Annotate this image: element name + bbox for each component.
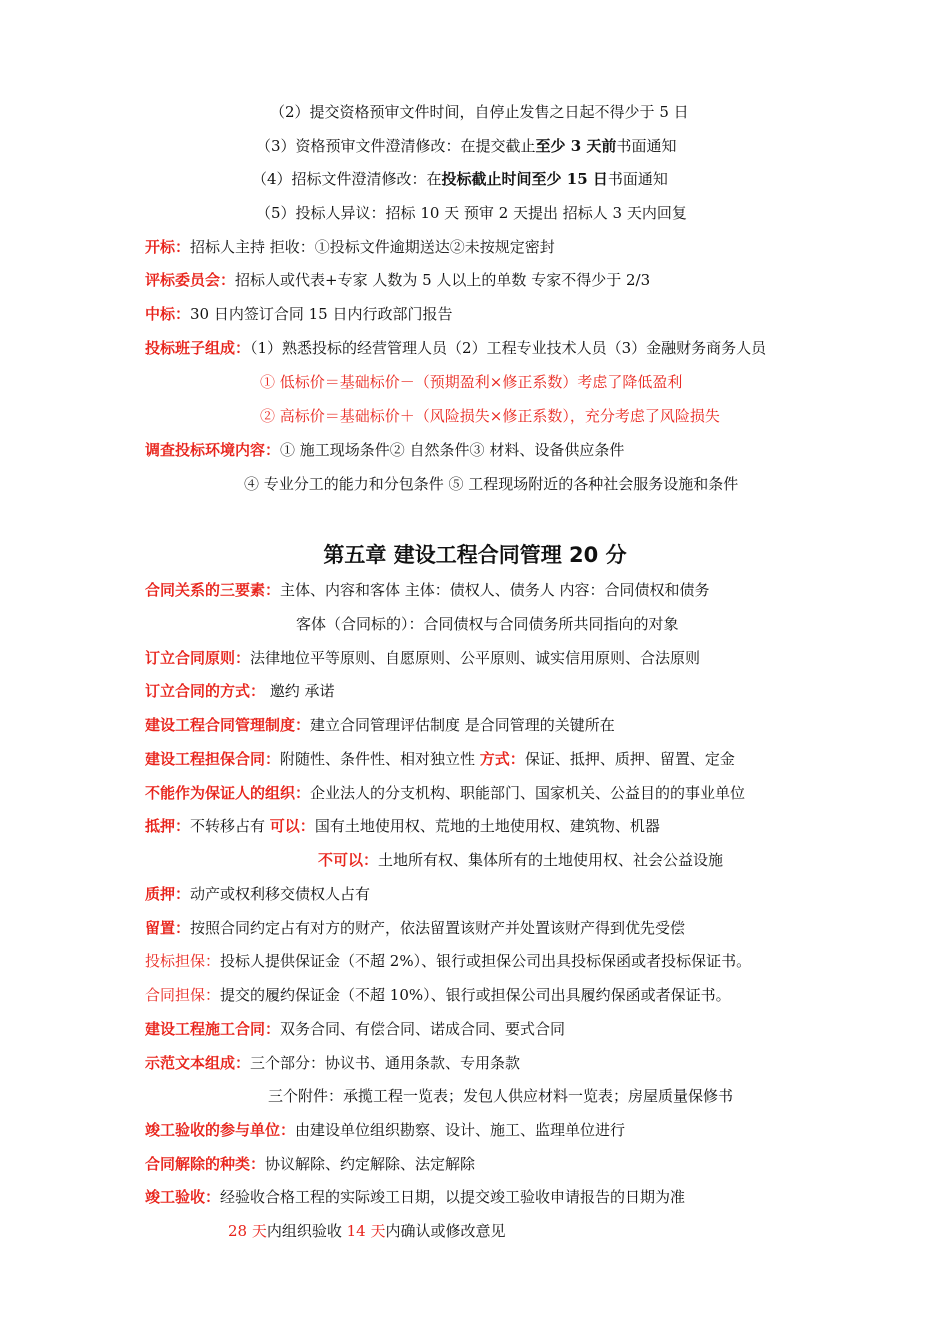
item-text: ① 施工现场条件② 自然条件③ 材料、设备供应条件 bbox=[280, 441, 625, 459]
text-line bbox=[268, 1086, 733, 1106]
item-text: 投标人提供保证金（不超 2%）、银行或担保公司出具投标保函或者投标保证书。 bbox=[220, 952, 752, 970]
item-text: 邀约 承诺 bbox=[265, 682, 335, 700]
text-line bbox=[145, 951, 751, 971]
formula-text: ① 低标价＝基础标价－（预期盈利×修正系数）考虑了降低盈利 bbox=[260, 373, 683, 391]
text-line bbox=[260, 406, 720, 426]
text-line bbox=[228, 1221, 506, 1241]
line-text: 书面通知 bbox=[607, 170, 668, 188]
item-label: 建设工程担保合同： bbox=[145, 750, 281, 768]
item-text: ④ 专业分工的能力和分包条件 ⑤ 工程现场附近的各种社会服务设施和条件 bbox=[244, 475, 739, 493]
text-line bbox=[145, 1154, 475, 1174]
item-text: 附随性、条件性、相对独立性 bbox=[280, 750, 480, 768]
item-text: 动产或权利移交债权人占有 bbox=[190, 885, 371, 903]
item-text: 招标人主持 拒收：①投标文件逾期送达②未按规定密封 bbox=[190, 238, 555, 256]
item-text: 客体（合同标的）：合同债权与合同债务所共同指向的对象 bbox=[296, 615, 679, 633]
item-label: 投标担保： bbox=[145, 952, 221, 970]
item-text: 30 日内签订合同 15 日内行政部门报告 bbox=[190, 305, 453, 323]
item-label: 开标： bbox=[145, 238, 191, 256]
text-line bbox=[145, 270, 650, 290]
text-line bbox=[145, 304, 453, 324]
item-label: 合同关系的三要素： bbox=[145, 581, 281, 599]
item-label: 评标委员会： bbox=[145, 271, 236, 289]
item-label: 建设工程合同管理制度： bbox=[145, 716, 311, 734]
text-line bbox=[145, 985, 731, 1005]
formula-text: ② 高标价＝基础标价＋（风险损失×修正系数），充分考虑了风险损失 bbox=[260, 407, 720, 425]
text-line bbox=[244, 474, 738, 494]
text-line bbox=[256, 203, 687, 223]
item-label: 抵押： bbox=[145, 817, 191, 835]
item-label: 调查投标环境内容： bbox=[145, 441, 281, 459]
item-label: 投标班子组成： bbox=[145, 339, 251, 357]
chapter-title: 第五章 建设工程合同管理 20 分 bbox=[323, 543, 627, 567]
emphasis-text: 投标截止时间至少 15 日 bbox=[441, 170, 608, 188]
item-text: 由建设单位组织勘察、设计、施工、监理单位进行 bbox=[295, 1121, 626, 1139]
item-text: （1）熟悉投标的经营管理人员（2）工程专业技术人员（3）金融财务商务人员 bbox=[250, 339, 767, 357]
item-text: 主体、内容和客体 主体：债权人、债务人 内容：合同债权和债务 bbox=[280, 581, 710, 599]
item-text: 企业法人的分支机构、职能部门、国家机关、公益目的的事业单位 bbox=[310, 784, 746, 802]
text-line bbox=[145, 681, 335, 701]
item-text: 内组织验收 bbox=[266, 1222, 347, 1240]
item-text: 经验收合格工程的实际竣工日期，以提交竣工验收申请报告的日期为准 bbox=[220, 1188, 686, 1206]
day-count: 14 天 bbox=[346, 1222, 386, 1240]
item-text: 协议解除、约定解除、法定解除 bbox=[265, 1155, 476, 1173]
item-text: 法律地位平等原则、自愿原则、公平原则、诚实信用原则、合法原则 bbox=[250, 649, 701, 667]
item-text: 保证、抵押、质押、留置、定金 bbox=[524, 750, 735, 768]
item-label: 竣工验收： bbox=[145, 1188, 221, 1206]
item-label: 示范文本组成： bbox=[145, 1054, 251, 1072]
item-label: 不可以： bbox=[318, 851, 379, 869]
item-text: 三个部分：协议书、通用条款、专用条款 bbox=[250, 1054, 521, 1072]
text-line bbox=[145, 783, 745, 803]
text-line bbox=[252, 169, 668, 189]
item-label: 竣工验收的参与单位： bbox=[145, 1121, 296, 1139]
text-line bbox=[256, 136, 676, 156]
text-line bbox=[145, 816, 660, 836]
text-line bbox=[270, 102, 689, 122]
item-label: 方式： bbox=[479, 750, 525, 768]
line-text: （5）投标人异议：招标 10 天 预审 2 天提出 招标人 3 天内回复 bbox=[256, 204, 687, 222]
item-text: 三个附件：承揽工程一览表；发包人供应材料一览表；房屋质量保修书 bbox=[268, 1087, 734, 1105]
item-text: 招标人或代表+专家 人数为 5 人以上的单数 专家不得少于 2/3 bbox=[235, 271, 651, 289]
item-text: 不转移占有 bbox=[190, 817, 270, 835]
text-line bbox=[145, 884, 370, 904]
text-line bbox=[145, 749, 735, 769]
item-text: 建立合同管理评估制度 是合同管理的关键所在 bbox=[310, 716, 615, 734]
item-text: 双务合同、有偿合同、诺成合同、要式合同 bbox=[280, 1020, 566, 1038]
text-line bbox=[296, 614, 679, 634]
line-text: （4）招标文件澄清修改：在 bbox=[252, 170, 442, 188]
item-text: 按照合同约定占有对方的财产，依法留置该财产并处置该财产得到优先受偿 bbox=[190, 919, 686, 937]
text-line bbox=[145, 440, 624, 460]
text-line bbox=[145, 648, 700, 668]
text-line bbox=[260, 372, 682, 392]
item-label: 不能作为保证人的组织： bbox=[145, 784, 311, 802]
item-label: 质押： bbox=[145, 885, 191, 903]
line-text: （3）资格预审文件澄清修改：在提交截止 bbox=[256, 137, 536, 155]
item-label: 合同担保： bbox=[145, 986, 221, 1004]
item-text: 内确认或修改意见 bbox=[385, 1222, 506, 1240]
item-label: 合同解除的种类： bbox=[145, 1155, 266, 1173]
item-label: 建设工程施工合同： bbox=[145, 1020, 281, 1038]
text-line bbox=[145, 1053, 520, 1073]
day-count: 28 天 bbox=[228, 1222, 267, 1240]
text-line bbox=[145, 1019, 565, 1039]
item-label: 中标： bbox=[145, 305, 191, 323]
text-line bbox=[145, 1187, 685, 1207]
text-line bbox=[318, 850, 723, 870]
text-line bbox=[145, 715, 615, 735]
item-text: 提交的履约保证金（不超 10%）、银行或担保公司出具履约保函或者保证书。 bbox=[220, 986, 731, 1004]
text-line bbox=[145, 237, 555, 257]
text-line bbox=[145, 580, 710, 600]
item-text: 国有土地使用权、荒地的土地使用权、建筑物、机器 bbox=[314, 817, 660, 835]
text-line bbox=[145, 1120, 625, 1140]
emphasis-text: 至少 3 天前 bbox=[535, 137, 617, 155]
text-line bbox=[145, 338, 766, 358]
item-label: 订立合同的方式： bbox=[145, 682, 266, 700]
item-text: 土地所有权、集体所有的土地使用权、社会公益设施 bbox=[378, 851, 724, 869]
text-line bbox=[145, 918, 685, 938]
item-label: 订立合同原则： bbox=[145, 649, 251, 667]
line-text: （2）提交资格预审文件时间，自停止发售之日起不得少于 5 日 bbox=[270, 103, 689, 121]
item-label: 留置： bbox=[145, 919, 191, 937]
line-text: 书面通知 bbox=[616, 137, 677, 155]
item-label: 可以： bbox=[269, 817, 315, 835]
